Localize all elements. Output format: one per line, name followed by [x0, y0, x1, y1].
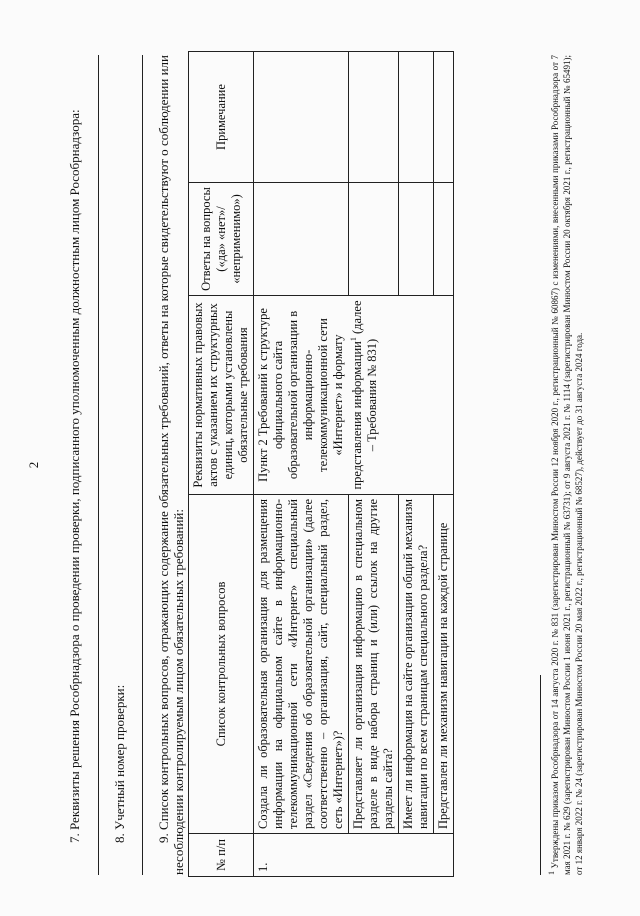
header-questions: Список контрольных вопросов — [189, 495, 254, 834]
header-num: № п/п — [189, 834, 254, 877]
header-note: Примечание — [189, 52, 254, 183]
checklist-table — [188, 51, 454, 877]
rotated-content — [20, 35, 620, 895]
answer-cell-1[interactable] — [254, 183, 349, 296]
answer-cell-4[interactable] — [434, 183, 454, 296]
footnote-separator — [540, 675, 541, 875]
question-4: Представлен ли механизм навигации на каждой странице — [434, 495, 454, 834]
question-1: Создала ли образовательная организация для размещения информации на официальном сайте в информационно-телекоммуникационной сети «Интернет» специальный раздел «Сведения об образовательной организации» (далее соответственно – организация, сайт, специальный раздел, сеть «Интернет»)? — [254, 495, 349, 834]
question-3: Имеет ли информация на сайте организации общий механизм навигации по всем страницам специального раздела? — [399, 495, 434, 834]
note-cell-2[interactable] — [349, 52, 399, 183]
answer-cell-3[interactable] — [399, 183, 434, 296]
item-7-requisites: 7. Реквизиты решения Рособрнадзора о проведении проверки, подписанного уполномоченным должностным лицом Рособрнадзора: — [67, 109, 82, 843]
item-9-intro: 9. Список контрольных вопросов, отражающих содержание обязательных требований, ответы на которые свидетельствуют о соблюдении или несоблюдении контролируемым лицом обязательных требований: — [156, 55, 186, 875]
row-num: 1. — [254, 834, 454, 877]
table-row — [254, 52, 349, 877]
footnote-ref: 1 — [349, 337, 358, 342]
question-2: Представляет ли организация информацию в специальном разделе в виде набора страниц и (или) ссылок на другие разделы сайта? — [349, 495, 399, 834]
table-header-row — [189, 52, 254, 877]
underline-item-7 — [98, 55, 99, 875]
footnote — [546, 55, 585, 875]
header-answers: Ответы на вопросы («да» «нет»/ «неприменимо») — [189, 183, 254, 296]
underline-item-8 — [142, 55, 143, 875]
note-cell-1[interactable] — [254, 52, 349, 183]
note-cell-4[interactable] — [434, 52, 454, 183]
requisite-tail: (далее – Требования № 831) — [350, 300, 380, 452]
answer-cell-2[interactable] — [349, 183, 399, 296]
footnote-text: Утверждены приказом Рособрнадзора от 14 августа 2020 г. № 831 (зарегистрирован Минюстом России 12 ноября 2020 г., регистрационный № 60867) с изменениями, внесенными приказами Рособрнадзора от 7 мая 2021 г. № 629 (зарегистрирован Минюстом России 1 июня 2021 г., регистрационный № 63731); от 9 августа 2021 г. № 1114 (зарегистрирован Минюстом России 20 октября 2021 г., регистрационный № 65491); от 12 января 2022 г. № 24 (зарегистрирован Минюстом России 20 мая 2022 г., регистрационный № 68527), действует до 31 августа 2024 года. — [550, 55, 584, 875]
header-requisites: Реквизиты нормативных правовых актов с указанием их структурных единиц, которыми установлены обязательные требования — [189, 296, 254, 495]
item-8-account-number: 8. Учетный номер проверки: — [112, 684, 127, 843]
page-number: 2 — [26, 461, 41, 469]
requisite-text: Пункт 2 Требований к структуре официального сайта образовательной организации в информационно-телекоммуникационной сети «Интернет» и формату представления информации — [256, 308, 365, 490]
note-cell-3[interactable] — [399, 52, 434, 183]
requisite-cell — [254, 296, 454, 495]
footnote-mark: 1 — [547, 871, 556, 875]
